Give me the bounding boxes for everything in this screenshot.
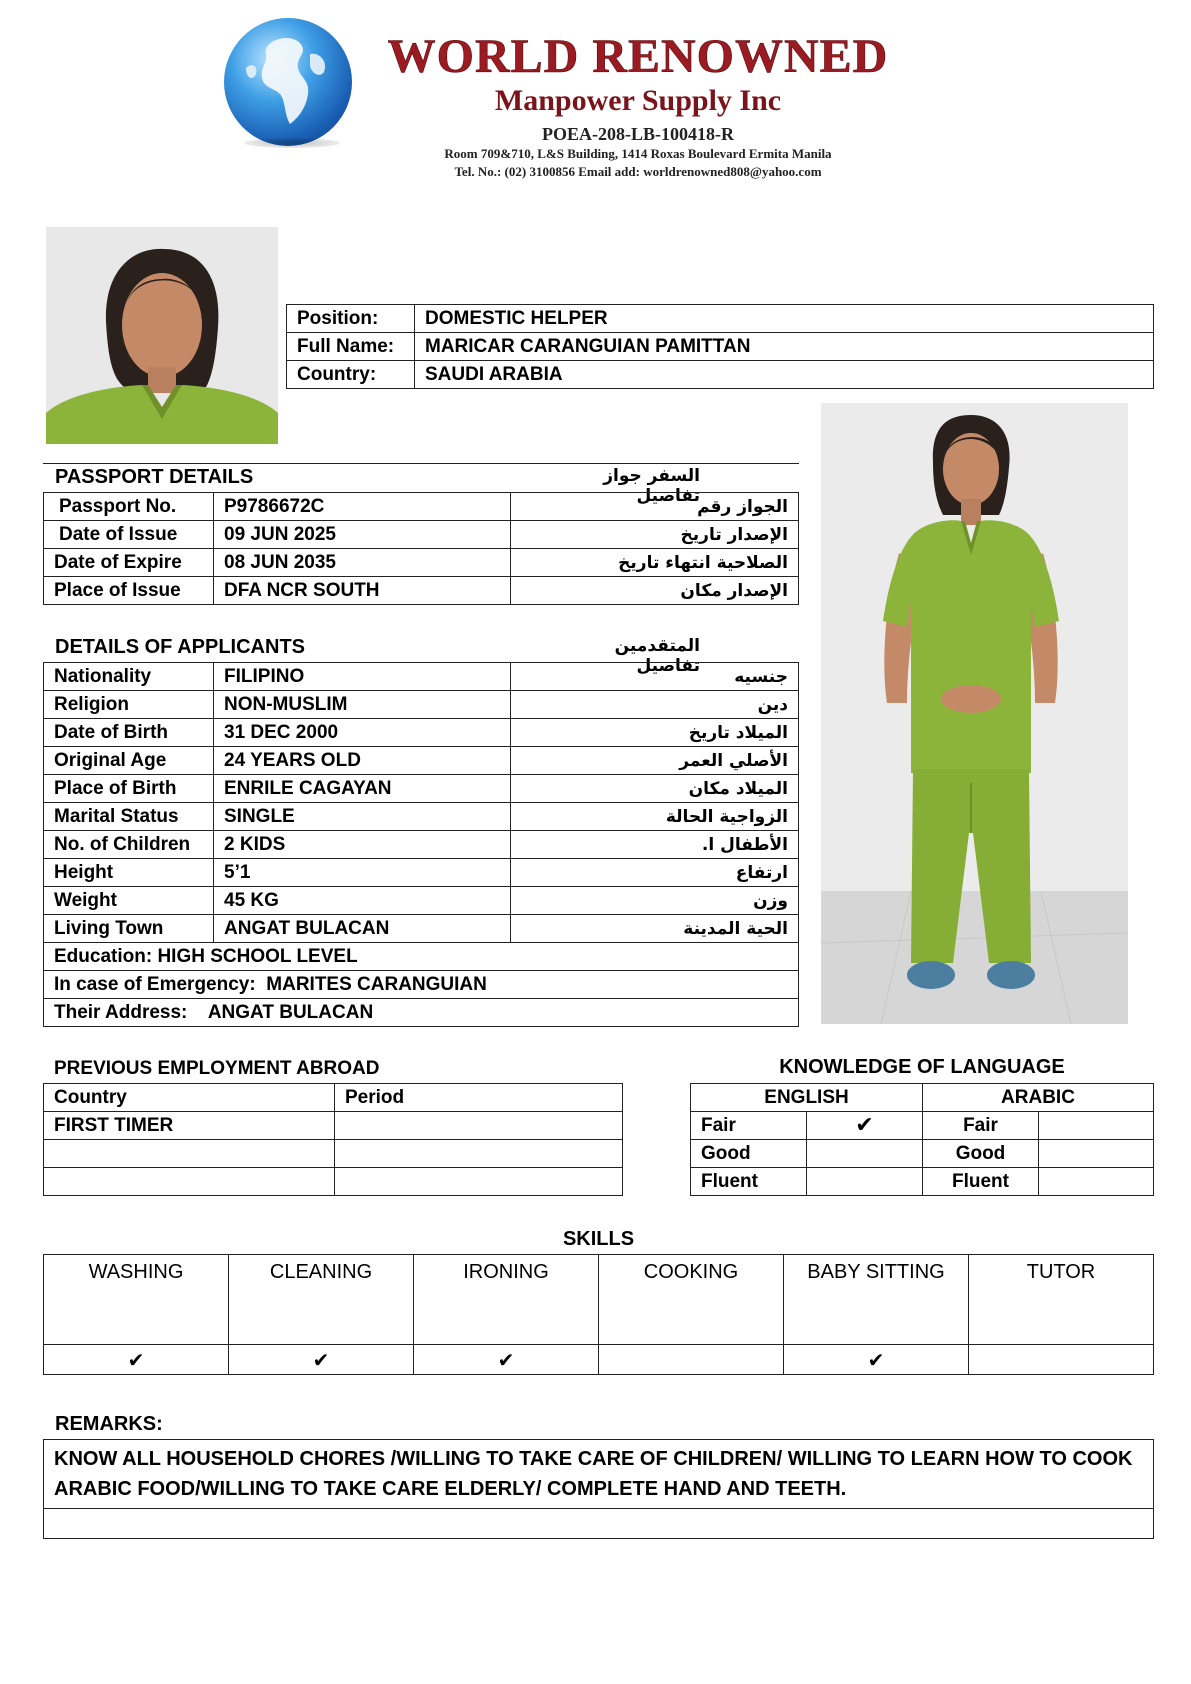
nationality-label: Nationality (44, 663, 214, 691)
table-row (287, 361, 1154, 389)
arabic-level-fluent: Fluent (923, 1168, 1039, 1196)
children-value: 2 KIDS (214, 831, 511, 859)
company-contact: Tel. No.: (02) 3100856 Email add: worldrenowned808@yahoo.com (454, 164, 822, 179)
remarks-text: KNOW ALL HOUSEHOLD CHORES /WILLING TO TAKE CARE OF CHILDREN/ WILLING TO LEARN HOW TO COOK ARABIC FOOD/WILLING TO TAKE CARE ELDERLY/ COMPLETE HAND AND TEETH. (44, 1440, 1154, 1509)
table-row (44, 1255, 1154, 1345)
religion-label: Religion (44, 691, 214, 719)
emergency-address-row (44, 999, 799, 1027)
passport-no-value: P9786672C (214, 493, 511, 521)
country-value: SAUDI ARABIA (415, 361, 1154, 389)
skill-ironing-check: ✔ (414, 1345, 599, 1375)
english-level-good: Good (691, 1140, 807, 1168)
table-row (44, 775, 799, 803)
weight-ar: وزن (511, 887, 799, 915)
place-of-issue-ar: الإصدار مكان (511, 577, 799, 605)
employment-col-period: Period (335, 1084, 623, 1112)
date-of-issue-label: Date of Issue (44, 521, 214, 549)
table-row (44, 1509, 1154, 1539)
language-table (690, 1083, 1154, 1196)
height-value: 5’1 (214, 859, 511, 887)
skills-table (43, 1254, 1154, 1375)
date-of-birth-ar: الميلاد تاريخ (511, 719, 799, 747)
table-row (44, 663, 799, 691)
english-good-check (807, 1140, 923, 1168)
passport-table (43, 492, 799, 605)
full-name-value: MARICAR CARANGUIAN PAMITTAN (415, 333, 1154, 361)
living-town-value: ANGAT BULACAN (214, 915, 511, 943)
employment-section-title: PREVIOUS EMPLOYMENT ABROAD (54, 1058, 380, 1079)
education-label: Education: (54, 945, 153, 967)
remarks-table (43, 1439, 1154, 1539)
english-level-fair: Fair (691, 1112, 807, 1140)
table-row (44, 1140, 623, 1168)
arabic-good-check (1039, 1140, 1154, 1168)
weight-label: Weight (44, 887, 214, 915)
table-row (44, 747, 799, 775)
applicant-section-title-ar: المتقدمين تفاصيل (614, 636, 700, 676)
place-of-issue-label: Place of Issue (44, 577, 214, 605)
table-row (44, 859, 799, 887)
position-label: Position: (287, 305, 415, 333)
table-row (287, 333, 1154, 361)
religion-ar: دين (511, 691, 799, 719)
applicant-table (43, 662, 799, 1027)
table-row (44, 999, 799, 1027)
license-number: POEA-208-LB-100418-R (542, 124, 734, 144)
employment-table (43, 1083, 623, 1196)
arabic-fluent-check (1039, 1168, 1154, 1196)
language-section-title: KNOWLEDGE OF LANGUAGE (779, 1056, 1065, 1078)
table-row (44, 1168, 623, 1196)
passport-section-title: PASSPORT DETAILS (55, 466, 254, 488)
date-of-expire-label: Date of Expire (44, 549, 214, 577)
language-arabic-header: ARABIC (923, 1084, 1154, 1112)
education-row (44, 943, 799, 971)
applicant-photo-portrait (46, 227, 278, 444)
original-age-value: 24 YEARS OLD (214, 747, 511, 775)
table-row (44, 831, 799, 859)
skill-baby-sitting: BABY SITTING (784, 1255, 969, 1345)
skill-baby-sitting-check: ✔ (784, 1345, 969, 1375)
children-ar: الأطفال ا. (511, 831, 799, 859)
english-fair-check: ✔ (807, 1112, 923, 1140)
table-row (44, 577, 799, 605)
table-row (44, 719, 799, 747)
marital-status-value: SINGLE (214, 803, 511, 831)
table-row (44, 691, 799, 719)
table-row (691, 1140, 1154, 1168)
company-name: WORLD RENOWNED (387, 30, 889, 83)
marital-status-ar: الزواجية الحالة (511, 803, 799, 831)
living-town-ar: الحية المدينة (511, 915, 799, 943)
employment-period (335, 1140, 623, 1168)
employment-country (44, 1140, 335, 1168)
marital-status-label: Marital Status (44, 803, 214, 831)
religion-value: NON-MUSLIM (214, 691, 511, 719)
table-row (44, 549, 799, 577)
company-subtitle: Manpower Supply Inc (494, 84, 782, 117)
emergency-row (44, 971, 799, 999)
table-row (691, 1084, 1154, 1112)
skill-ironing: IRONING (414, 1255, 599, 1345)
applicant-section-title: DETAILS OF APPLICANTS (55, 636, 305, 658)
table-row (44, 521, 799, 549)
passport-no-ar: الجواز رقم (511, 493, 799, 521)
skill-tutor-check (969, 1345, 1154, 1375)
table-row (44, 943, 799, 971)
full-name-label: Full Name: (287, 333, 415, 361)
applicant-photo-full-body (821, 403, 1128, 1024)
education-value: HIGH SCHOOL LEVEL (157, 945, 358, 967)
children-label: No. of Children (44, 831, 214, 859)
date-of-expire-ar: الصلاحية انتهاء تاريخ (511, 549, 799, 577)
employment-col-country: Country (44, 1084, 335, 1112)
table-row (44, 887, 799, 915)
english-fluent-check (807, 1168, 923, 1196)
emergency-address-label: Their Address: (54, 1001, 188, 1023)
table-row (691, 1112, 1154, 1140)
table-row (44, 915, 799, 943)
place-of-birth-label: Place of Birth (44, 775, 214, 803)
company-logo-globe (224, 18, 352, 146)
emergency-value: MARITES CARANGUIAN (266, 973, 487, 995)
date-of-issue-ar: الإصدار تاريخ (511, 521, 799, 549)
emergency-label: In case of Emergency: (54, 973, 256, 995)
table-row (44, 1345, 1154, 1375)
table-row (691, 1168, 1154, 1196)
position-value: DOMESTIC HELPER (415, 305, 1154, 333)
date-of-birth-value: 31 DEC 2000 (214, 719, 511, 747)
skill-tutor: TUTOR (969, 1255, 1154, 1345)
skill-washing: WASHING (44, 1255, 229, 1345)
remarks-blank-line (44, 1509, 1154, 1539)
passport-section-title-ar: السفر جواز تفاصيل (603, 466, 700, 506)
nationality-value: FILIPINO (214, 663, 511, 691)
employment-country (44, 1168, 335, 1196)
skill-washing-check: ✔ (44, 1345, 229, 1375)
company-header (378, 30, 898, 181)
company-address: Room 709&710, L&S Building, 1414 Roxas Boulevard Ermita Manila (444, 146, 832, 161)
weight-value: 45 KG (214, 887, 511, 915)
place-of-issue-value: DFA NCR SOUTH (214, 577, 511, 605)
arabic-level-fair: Fair (923, 1112, 1039, 1140)
table-row (44, 803, 799, 831)
height-ar: ارتفاع (511, 859, 799, 887)
remarks-title: REMARKS: (55, 1413, 163, 1435)
original-age-ar: الأصلي العمر (511, 747, 799, 775)
skill-cooking: COOKING (599, 1255, 784, 1345)
skills-section-title: SKILLS (562, 1228, 635, 1250)
living-town-label: Living Town (44, 915, 214, 943)
employment-period (335, 1112, 623, 1140)
table-row (44, 971, 799, 999)
original-age-label: Original Age (44, 747, 214, 775)
employment-period (335, 1168, 623, 1196)
summary-table (286, 304, 1154, 389)
table-row (44, 1440, 1154, 1509)
table-row (287, 305, 1154, 333)
height-label: Height (44, 859, 214, 887)
date-of-birth-label: Date of Birth (44, 719, 214, 747)
arabic-fair-check (1039, 1112, 1154, 1140)
arabic-level-good: Good (923, 1140, 1039, 1168)
table-row (44, 1112, 623, 1140)
skill-cleaning-check: ✔ (229, 1345, 414, 1375)
logo-shadow (244, 138, 340, 148)
place-of-birth-ar: الميلاد مكان (511, 775, 799, 803)
country-label: Country: (287, 361, 415, 389)
date-of-issue-value: 09 JUN 2025 (214, 521, 511, 549)
table-row (44, 1084, 623, 1112)
table-row (44, 493, 799, 521)
skill-cooking-check (599, 1345, 784, 1375)
emergency-address-value: ANGAT BULACAN (207, 1001, 374, 1023)
passport-no-label: Passport No. (44, 493, 214, 521)
nationality-ar: جنسيه (511, 663, 799, 691)
skill-cleaning: CLEANING (229, 1255, 414, 1345)
employment-country: FIRST TIMER (44, 1112, 335, 1140)
english-level-fluent: Fluent (691, 1168, 807, 1196)
date-of-expire-value: 08 JUN 2035 (214, 549, 511, 577)
language-english-header: ENGLISH (691, 1084, 923, 1112)
section-divider (43, 463, 799, 464)
place-of-birth-value: ENRILE CAGAYAN (214, 775, 511, 803)
